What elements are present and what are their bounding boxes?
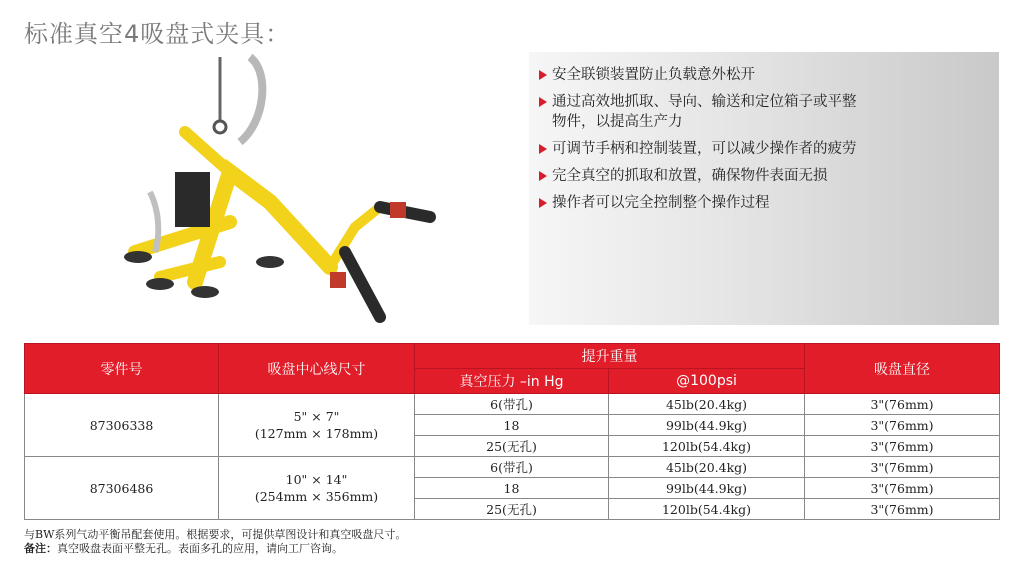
footnote-note xyxy=(24,542,406,556)
table-row xyxy=(25,394,1000,415)
header-pad-centerline: 吸盘中心线尺寸 xyxy=(219,344,415,394)
bullet-triangle-icon xyxy=(539,97,547,107)
header-part-no: 零件号 xyxy=(25,344,219,394)
part-no-cell: 87306486 xyxy=(25,457,219,520)
pad-size-cell xyxy=(219,457,415,520)
pad-size-inch: 10" × 14" xyxy=(285,472,348,487)
footnote-line: 与BW系列气动平衡吊配套使用。根据要求，可提供草图设计和真空吸盘尺寸。 xyxy=(24,528,407,541)
vacuum-cell: 25(无孔) xyxy=(415,436,609,457)
bullet-triangle-icon xyxy=(539,144,547,154)
feature-list xyxy=(529,52,999,213)
bullet-triangle-icon xyxy=(539,70,547,80)
bullet-triangle-icon xyxy=(539,198,547,208)
feature-item: 操作者可以完全控制整个操作过程 xyxy=(539,193,869,213)
vacuum-gripper-image xyxy=(120,52,510,337)
feature-item: 通过高效地抓取、导向、输送和定位箱子或平整物件，以提高生产力 xyxy=(539,92,869,132)
weight-cell: 45lb(20.4kg) xyxy=(609,457,805,478)
vacuum-cell: 18 xyxy=(415,478,609,499)
pad-size-mm: (254mm × 356mm) xyxy=(254,489,379,504)
spec-table xyxy=(24,343,1000,520)
vacuum-cell: 25(无孔) xyxy=(415,499,609,520)
note-label: 备注： xyxy=(24,542,57,555)
page-title: 标准真空4吸盘式夹具： xyxy=(24,20,291,48)
pad-size-mm: (127mm × 178mm) xyxy=(254,426,379,441)
vacuum-cell: 6(带孔) xyxy=(415,457,609,478)
diameter-cell: 3"(76mm) xyxy=(805,394,1000,415)
header-vacuum-pressure: 真空压力 –in Hg xyxy=(415,369,609,394)
pad-size-inch: 5" × 7" xyxy=(293,409,340,424)
feature-panel xyxy=(529,52,999,325)
diameter-cell: 3"(76mm) xyxy=(805,478,1000,499)
note-text: 真空吸盘表面平整无孔。表面多孔的应用，请向工厂咨询。 xyxy=(57,542,343,555)
bullet-triangle-icon xyxy=(539,171,547,181)
part-no-cell: 87306338 xyxy=(25,394,219,457)
diameter-cell: 3"(76mm) xyxy=(805,499,1000,520)
footnote xyxy=(24,528,406,556)
diameter-cell: 3"(76mm) xyxy=(805,415,1000,436)
weight-cell: 45lb(20.4kg) xyxy=(609,394,805,415)
weight-cell: 99lb(44.9kg) xyxy=(609,478,805,499)
diameter-cell: 3"(76mm) xyxy=(805,436,1000,457)
header-lift-weight: 提升重量 xyxy=(415,344,805,369)
table-row xyxy=(25,457,1000,478)
diameter-cell: 3"(76mm) xyxy=(805,457,1000,478)
feature-item: 安全联锁装置防止负载意外松开 xyxy=(539,65,869,85)
weight-cell: 120lb(54.4kg) xyxy=(609,499,805,520)
feature-item: 完全真空的抓取和放置，确保物件表面无损 xyxy=(539,166,869,186)
vacuum-cell: 18 xyxy=(415,415,609,436)
header-at-psi: @100psi xyxy=(609,369,805,394)
weight-cell: 120lb(54.4kg) xyxy=(609,436,805,457)
weight-cell: 99lb(44.9kg) xyxy=(609,415,805,436)
vacuum-cell: 6(带孔) xyxy=(415,394,609,415)
feature-item: 可调节手柄和控制装置，可以减少操作者的疲劳 xyxy=(539,139,869,159)
header-pad-diameter: 吸盘直径 xyxy=(805,344,1000,394)
pad-size-cell xyxy=(219,394,415,457)
